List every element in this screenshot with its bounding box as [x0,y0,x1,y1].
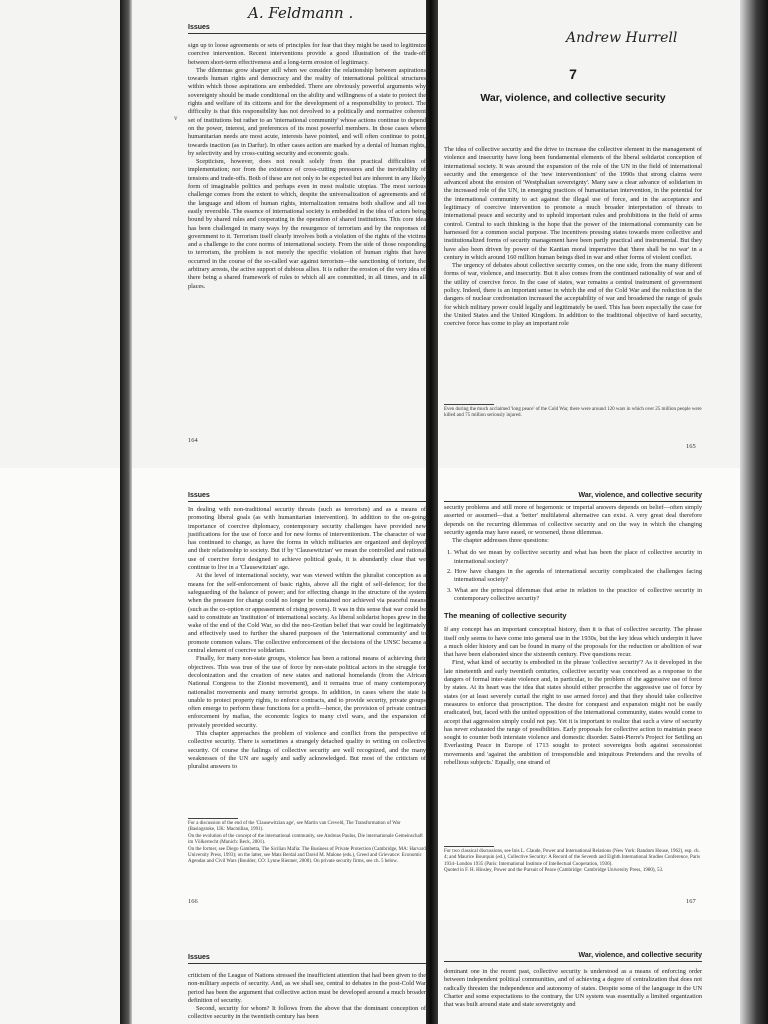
footnote-rule [444,846,494,847]
footnotes [188,821,426,866]
footnote: Even during the much acclaimed 'long peace' of the Cold War, there were around 120 wars in which over 25 million people were killed and 75 million seriously injured. [444,407,702,419]
paragraph: The idea of collective security and the drive to increase the collective element in the management of violence and insecurity have long been fundamental elements of the liberal solidarist conception of international society. It was around the expansion of the role of the UN in the field of international security and the emergence of the 'new interventionism' of the 1990s that strong claims were advanced about the erosion of 'Westphalian sovereignty'. Many saw a clear advance of solidarism in the increased role of the UN, in emerging practices of humanitarian intervention, in the potential for the international community to act against the illegal use of force, and in the acceptance and legitimacy of coercive intervention to promote a much broader interpretation of threats to international peace and security and to uphold important rules and prohibitions in the field of arms control. Central to such thinking is the hope that the power of the international community can be harnessed for a common social purpose. The incentives pressing states towards more collective and institutionalized forms of security management have been partly practical and instrumental. But they have also been driven by power of the Kantian moral imperative that 'there shall be no war' in a century in which around 160 million human beings died in war and other forms of violent conflict. [444,146,702,261]
footnote-rule [188,818,238,819]
footnote: For two classical discussions, see Inis L. Claude, Power and International Relations (New York: Random House, 1962), esp. ch. 4; and Maurice Bourquin (ed.), Collective Security: A Record of the Seventh and Eighth International Studies Conference, Paris 1934–London 1935 (Paris: International Institute of Intellectual Cooperation, 1936). [444,849,701,867]
page-168 [130,920,428,1024]
body-text [444,504,702,767]
body-text [188,506,426,772]
paragraph: sign up to loose agreements or sets of principles for fear that they might be used to legitimize coercive intervention. Recent interventions provide a good illustration of the trade-off between short-term effectiveness and a long-term erosion of legitimacy. [188,42,426,66]
handwritten-author-name: A. Feldmann . [248,4,354,22]
running-head: Issues [188,24,426,34]
page-165 [436,0,741,500]
page-166 [130,468,428,940]
book-edge-right [740,920,768,1024]
footnotes [444,849,702,875]
paragraph: Finally, for many non-state groups, violence has been a rational means of achieving their objectives. This was true of the use of force by non-state political actors in the struggle for decolonization and the creation of new states and national homelands (from the African National Congress to the Zionist movement), and it remains true of many contemporary nationalist movements and many terrorist groups. In addition, in cases where the state is unable to protect property rights, to enforce contracts, and to provide security, private groups often emerge to perform these functions for a profit—hence, the provision of private contract enforcement by mafias, the economic logics to many civil wars, and the expansion of privately provided security. [188,655,426,729]
page-spread-164-165 [0,0,768,500]
paragraph: First, what kind of security is embodied in the phrase 'collective security'? As it developed in the late nineteenth and early twentieth centuries, collective security was conceived as a response to the dangers of formal inter-state violence and, in particular, to the problem of the aggressive use of force by states. At its heart was the idea that states should either proscribe the aggressive use of force by states (or at least severely curtail the right to use armed force) and that they should take collective measures to enforce that proscription. The desire for conquest and expansion might not be easily eradicated, but, faced with the united opposition of the international community, states would come to accept that aggression simply could not pay. Yet it is important to realize that such a view of security has never exhausted the range of possibilities. Early proposals for collective action to maintain peace sought to counter both interstate violence and domestic disorder. Saint-Pierre's Project for Settling an Everlasting Peace in Europe of 1713 sought to protect sovereigns both against secessionist movements and 'against the ambition of irresponsible and iniquitous Pretenders and the revolts of rebellious subjects.' Equally, one strand of [444,659,702,767]
footnote: For a discussion of the end of the 'Clausewitzian age', see Martin van Creveld, The Transformation of War (Basingstoke, UK: Macmillan, 1991). [188,821,401,833]
list-item: 1. What do we mean by collective security and what has been the place of collective security in international society? [447,549,702,565]
list-item: 3. What are the principal dilemmas that arise in relation to the practice of collective security in contemporary collective security? [447,586,702,602]
paragraph: Scepticism, however, does not result solely from the practical difficulties of implementation; nor from the existence of cross-cutting pressures and the inevitability of tensions and trade-offs. Both of these are not only to be expected but are inherent in any likely form of imaginable politics and perhaps even in most realistic utopias. The most serious challenge comes from the extent to which, despite the universalization of agreements and of the language and idiom of human rights, internalization remains both shallow and all too easily reversible. The essence of international society is embedded in the idea of actors being bound by shared rules and cooperating in the operation of shared institutions. This core idea has been challenged in many ways by the resurgence of terrorism and by the responses of government to it. Terrorism itself clearly involves both a violation of the rights of the victims and a challenge to the core norms of international society. From the side of those responding to terrorism, the problem is not merely the specific violation of human rights that have occurred in the course of the so-called war against terrorism—the sanctioning of torture, the arbitrary arrests, the active support of dubious allies. It is rather the erosion of the very idea of there being a shared framework of rules to which all are committed, in all times, and in all places. [188,158,426,290]
paragraph: security problems and still more of hegemonic or imperial answers depends on belief—often simply asserted or assumed—that a 'better' multilateral alternative can exist. A very great deal therefore depends on the recurring dilemmas of collective security and on the way in which the changing security agenda may have eased, or worsened, those dilemmas. [444,504,702,536]
paragraph: This chapter approaches the problem of violence and conflict from the perspective of collective security. There is sometimes a strangely detached quality to writing on collective security. Of course the failings of collective security are well recognized, and the many weaknesses of the UN are sagely and sadly acknowledged. But most of the criticism of pluralist answers to [188,730,426,771]
paragraph: In dealing with non-traditional security threats (such as terrorism) and as a means of promoting liberal goals (as with humanitarian intervention). In addition to the on-going importance of coercive diplomacy, contemporary security challenges have provided new justifications for the use of force and for new forms of interventionism. The character of war has continued to change, as have the forms in which militaries are organized and deployed and their relationship to society. But if by 'Clausewitzian' we mean the controlled and rational use of coercive force designed to achieve political goals, it is abundantly clear that we continue to live in a 'Clausewitzian' age. [188,506,426,572]
body-text [188,972,426,1022]
page-spread-166-167 [0,468,768,940]
book-edge-right [740,0,768,500]
paragraph: The chapter addresses three questions: [452,537,549,545]
page-167 [436,468,741,940]
running-head: Issues [188,492,426,502]
paragraph: The urgency of debates about collective security comes, on the one side, from the many different forms of war, violence, and insecurity. But it also comes from the continued rationality of war and of the utility of coercive force. In the case of states, war remains a central instrument of government policy. Indeed, there is an important sense in which the end of the Cold War and the reduction in the dangers of nuclear confrontation increased the acceptability of war and broadened the range of goals for which military power could legally and legitimately be used. This has been especially the case for the United States and the United Kingdom. In addition to the traditional objective of hard security, coercive force has come to play an important role [444,262,702,328]
running-head: War, violence, and collective security [444,952,702,962]
running-head: Issues [188,954,426,964]
list-item: 2. How have changes in the agenda of international security complicated the challenges facing international society? [447,568,702,584]
page-164 [130,0,428,500]
paragraph: criticism of the League of Nations stressed the insufficient attention that had been given to the non-military aspects of security. And, as we shall see, central to debates in the post-Cold War period has been the argument that collective action must be developed around a much broader definition of security. [188,972,426,1004]
section-heading: The meaning of collective security [444,611,567,621]
handwritten-author-name: Andrew Hurrell [566,30,678,46]
page-number: 166 [188,898,198,905]
footnote: On the former, see Diego Gambetta, The Sicilian Mafia: The Business of Private Protection (Cambridge, MA: Harvard University Press, 1993); on the latter, see Mats Berdal and David M. Malone (eds.), Greed and Grievance: Economic Agendas and Civil Wars (Boulder, CO: Lynne Rienner, 2000). On private security firms, see ch. 5 below. [188,846,426,865]
footnote-rule [444,404,494,405]
paragraph: Second, security for whom? It follows from the above that the dominant conception of collective security in the twentieth century has been [188,1005,426,1021]
chapter-title: War, violence, and collective security [480,92,666,104]
margin-mark: v [174,114,178,122]
chapter-number: 7 [569,66,577,82]
running-head: War, violence, and collective security [444,492,702,502]
paragraph: The dilemmas grow sharper still when we consider the relationship between aspirations towards human rights and democracy and the reality of international political structures within which those aspirations are embedded. There are obviously powerful arguments why sovereignty should be made conditional on the ability and willingness of a state to protect the rights and welfare of its citizens and for the development of a responsibility to protect. The difficulty is that this responsibility has not devolved to a politically and normative coherent set of institutions but rather to an 'international community' whose actions continue to depend on the power, interest, and preferences of its most powerful members. In those cases where humanitarian needs are most acute, interests have pointed, and will often continue to point, towards inaction (as in Darfur). In other cases action are marked by a denial of human rights, by selectivity and by cross-cutting security and economic goals. [188,66,426,157]
page-number: 165 [686,443,696,450]
body-text [188,42,426,291]
paragraph: At the level of international society, war was viewed within the pluralist conception as a means for the self-enforcement of basic rights, above all the right of self-defence; for the safeguarding of the balance of power; and for effecting change in the structure of the system when the pressure for change could no longer be contained nor achieved via peaceful means (such as the co-option or appeasement of rising powers). It was in this sense that war could be said to constitute an 'institution' of international society. As liberal solidarist hopes grew in the wake of the end of the Cold War, so did the neo-Grotian belief that war could be legitimately and effectively used to further the shared purposes of the 'international community' and to promote common values. The collective enforcement of the decisions of the UNSC became a central element of coercive solidarism. [188,572,426,655]
body-text [444,146,702,329]
book-edge-right [740,468,768,940]
page-spread-168-169 [0,920,768,1024]
body-text [444,968,702,1009]
question-list [444,549,702,603]
footnote: On the evolution of the concept of the international community, see Andreas Paulus, Die internationale Gemeinschaft im Völkerrecht (Munich: Beck, 2001). [188,833,423,846]
page-number: 167 [686,898,696,905]
footnote: Quoted in F. H. Hinsley, Power and the Pursuit of Peace (Cambridge: Cambridge University Press, 1980), 53. [444,868,664,874]
page-169 [436,920,741,1024]
page-number: 164 [188,437,198,444]
paragraph: dominant one in the recent past, collective security is understood as a means of enforcing order between independent political communities, and of achieving a degree of centralization that does not radically threaten the independence and autonomy of states. Despite some of the language in the UN Charter and some expectations to the contrary, the UN system was essentially a limited organization that was built around state and state sovereignty and [444,968,702,1009]
paragraph: If any concept has an important conceptual history, then it is that of collective security. The phrase itself only seems to have come into general use in the 1930s, but the key ideas which underpin it have a much older history and can be found in many of the proposals for the reduction or abolition of war that have been elaborated since the sixteenth century. Five questions recur. [444,626,702,659]
